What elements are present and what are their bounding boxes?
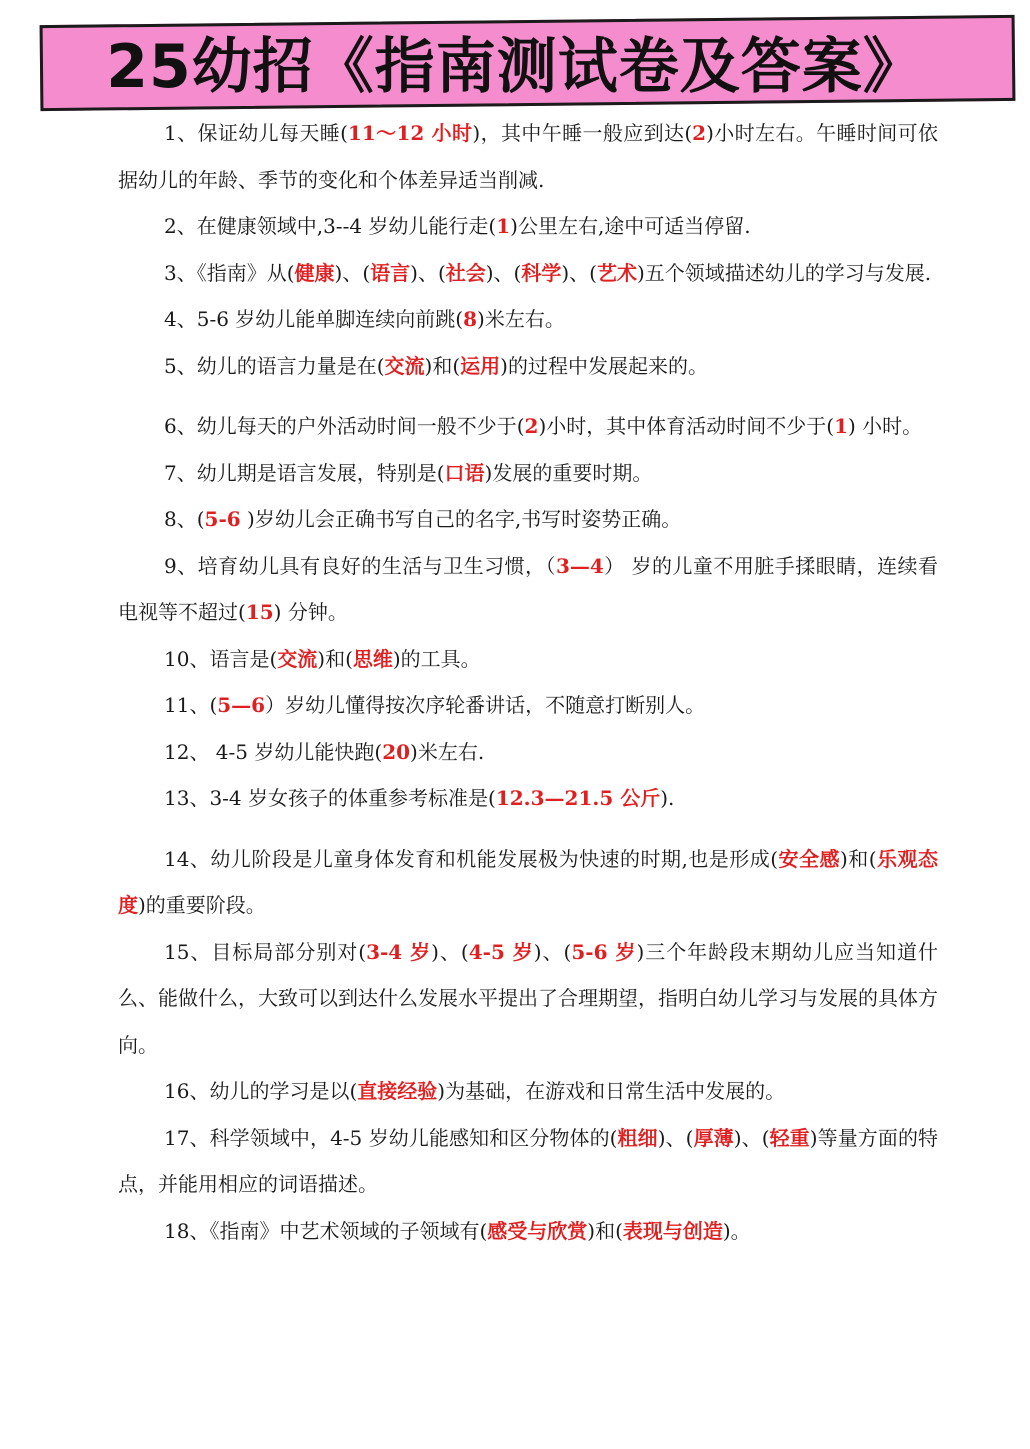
question-text: )、( bbox=[657, 1125, 694, 1150]
question-text: ）岁幼儿懂得按次序轮番讲话，不随意打断别人。 bbox=[265, 693, 706, 717]
answer: 社会 bbox=[445, 260, 486, 285]
question-text: 13、3-4 岁女孩子的体重参考标准是( bbox=[164, 786, 496, 810]
answer: 3—4 bbox=[555, 553, 604, 578]
question-text: 15、目标局部分别对( bbox=[164, 939, 367, 964]
question-text: )、( bbox=[334, 260, 371, 285]
question-text: )公里左右,途中可适当停留. bbox=[510, 214, 751, 238]
answer: 5-6 bbox=[204, 507, 241, 531]
question-text: )小时左右。午睡时间可依据幼儿的年龄、季节的变化和个体差异适当削减. bbox=[118, 121, 938, 192]
question-8 bbox=[118, 496, 938, 543]
question-text: 10、语言是( bbox=[164, 646, 278, 671]
question-text: 5、幼儿的语言力量是在( bbox=[164, 353, 385, 378]
question-text: )米左右. bbox=[410, 739, 485, 764]
question-17 bbox=[118, 1115, 938, 1208]
answer: 艺术 bbox=[596, 260, 637, 285]
question-16 bbox=[118, 1068, 938, 1115]
question-7 bbox=[118, 450, 938, 497]
answer: 12.3—21.5 公斤 bbox=[495, 786, 661, 810]
answer: 20 bbox=[382, 739, 411, 764]
question-text: )发展的重要时期。 bbox=[484, 460, 653, 485]
answer: 健康 bbox=[294, 260, 335, 285]
answer: 11～12 小时 bbox=[347, 121, 473, 145]
question-text: 18、《指南》中艺术领域的子领域有( bbox=[164, 1218, 488, 1243]
question-text: 3、《指南》从( bbox=[164, 260, 295, 285]
question-2 bbox=[118, 203, 938, 250]
question-text: )、( bbox=[561, 260, 597, 285]
answer: 科学 bbox=[521, 260, 562, 285]
question-text: )等量方面的特点，并能用相应的词语描述。 bbox=[118, 1125, 939, 1196]
question-18 bbox=[118, 1208, 938, 1255]
question-14 bbox=[118, 836, 938, 929]
question-text: )小时，其中体育活动时间不少于( bbox=[538, 414, 835, 438]
question-text: 9、培育幼儿具有良好的生活与卫生习惯，（ bbox=[164, 553, 556, 578]
question-text: )，其中午睡一般应到达( bbox=[472, 121, 693, 145]
question-text: 17、科学领域中，4-5 岁幼儿能感知和区分物体的( bbox=[164, 1125, 618, 1150]
question-1 bbox=[118, 110, 938, 203]
question-10 bbox=[118, 636, 938, 683]
question-text: 14、幼儿阶段是儿童身体发育和机能发展极为快速的时期,也是形成( bbox=[164, 846, 779, 871]
question-text: 7、幼儿期是语言发展，特别是( bbox=[164, 460, 445, 485]
question-text: )和( bbox=[317, 646, 353, 671]
question-text: 6、幼儿每天的户外活动时间一般不少于( bbox=[164, 414, 525, 438]
answer: 感受与欣赏 bbox=[487, 1218, 588, 1243]
question-4 bbox=[118, 296, 938, 343]
question-5 bbox=[118, 343, 938, 390]
question-text: )的重要阶段。 bbox=[138, 893, 266, 917]
answer: 思维 bbox=[352, 646, 393, 671]
answer: 直接经验 bbox=[357, 1079, 438, 1103]
answer: 3-4 岁 bbox=[366, 939, 432, 964]
question-11 bbox=[118, 682, 938, 729]
answer: 2 bbox=[692, 121, 707, 145]
question-text: 2、在健康领域中,3--4 岁幼儿能行走( bbox=[164, 214, 497, 238]
answer: 运用 bbox=[460, 353, 501, 378]
answer: 语言 bbox=[370, 260, 411, 285]
answer: 乐观态度 bbox=[118, 846, 939, 917]
question-text: )。 bbox=[722, 1218, 751, 1243]
question-text: ). bbox=[660, 786, 675, 810]
question-text: )米左右。 bbox=[477, 307, 565, 331]
question-9 bbox=[118, 543, 938, 636]
question-text: ) 分钟。 bbox=[273, 600, 348, 624]
question-text: )和( bbox=[587, 1218, 623, 1243]
question-15 bbox=[118, 929, 938, 1069]
question-text: ) 小时。 bbox=[847, 414, 923, 438]
question-3 bbox=[118, 250, 938, 297]
question-6 bbox=[118, 403, 938, 450]
answer: 1 bbox=[834, 414, 848, 438]
question-text: )和( bbox=[424, 353, 461, 378]
question-text: 12、 4-5 岁幼儿能快跑( bbox=[164, 739, 383, 764]
answer: 表现与创造 bbox=[622, 1218, 723, 1243]
question-text: 1、保证幼儿每天睡( bbox=[164, 121, 348, 145]
page-title: 25幼招《指南测试卷及答案》 bbox=[106, 32, 924, 102]
question-text: )、( bbox=[533, 939, 572, 964]
answer: 交流 bbox=[384, 353, 425, 378]
question-text: 8、( bbox=[164, 507, 205, 531]
question-text: 11、( bbox=[164, 693, 218, 717]
question-text: )、( bbox=[733, 1125, 770, 1150]
question-13 bbox=[118, 775, 938, 822]
question-text: 4、5-6 岁幼儿能单脚连续向前跳( bbox=[164, 307, 464, 331]
question-text: )为基础，在游戏和日常生活中发展的。 bbox=[437, 1079, 786, 1103]
answer: 粗细 bbox=[617, 1125, 658, 1150]
answer: 安全感 bbox=[778, 846, 840, 871]
answer: 15 bbox=[245, 600, 274, 624]
question-text: )、( bbox=[410, 260, 446, 285]
question-text: 16、幼儿的学习是以( bbox=[164, 1079, 358, 1103]
answer: 轻重 bbox=[769, 1125, 810, 1150]
question-text: )的过程中发展起来的。 bbox=[500, 353, 708, 378]
answer: 5—6 bbox=[217, 693, 266, 717]
question-text: ） 岁的儿童不用脏手揉眼睛，连续看电视等不超过( bbox=[118, 553, 938, 624]
question-text: )、( bbox=[485, 260, 522, 285]
answer: 口语 bbox=[444, 460, 485, 485]
answer: 8 bbox=[463, 307, 478, 331]
question-text: )三个年龄段末期幼儿应当知道什么、能做什么，大致可以到达什么发展水平提出了合理期望，指明白幼儿学习与发展的具体方向。 bbox=[118, 939, 938, 1057]
question-text: )和( bbox=[840, 846, 877, 871]
answer: 交流 bbox=[277, 646, 318, 671]
question-list bbox=[118, 110, 938, 1254]
answer: 1 bbox=[496, 214, 511, 238]
answer: 厚薄 bbox=[693, 1125, 734, 1150]
question-12 bbox=[118, 729, 938, 776]
question-text: )岁幼儿会正确书写自己的名字,书写时姿势正确。 bbox=[240, 507, 682, 531]
question-text: )的工具。 bbox=[392, 646, 481, 671]
answer: 4-5 岁 bbox=[468, 939, 534, 964]
question-text: )五个领域描述幼儿的学习与发展. bbox=[636, 260, 932, 285]
question-text: )、( bbox=[431, 939, 469, 964]
answer: 2 bbox=[524, 414, 539, 438]
answer: 5-6 岁 bbox=[571, 939, 637, 964]
